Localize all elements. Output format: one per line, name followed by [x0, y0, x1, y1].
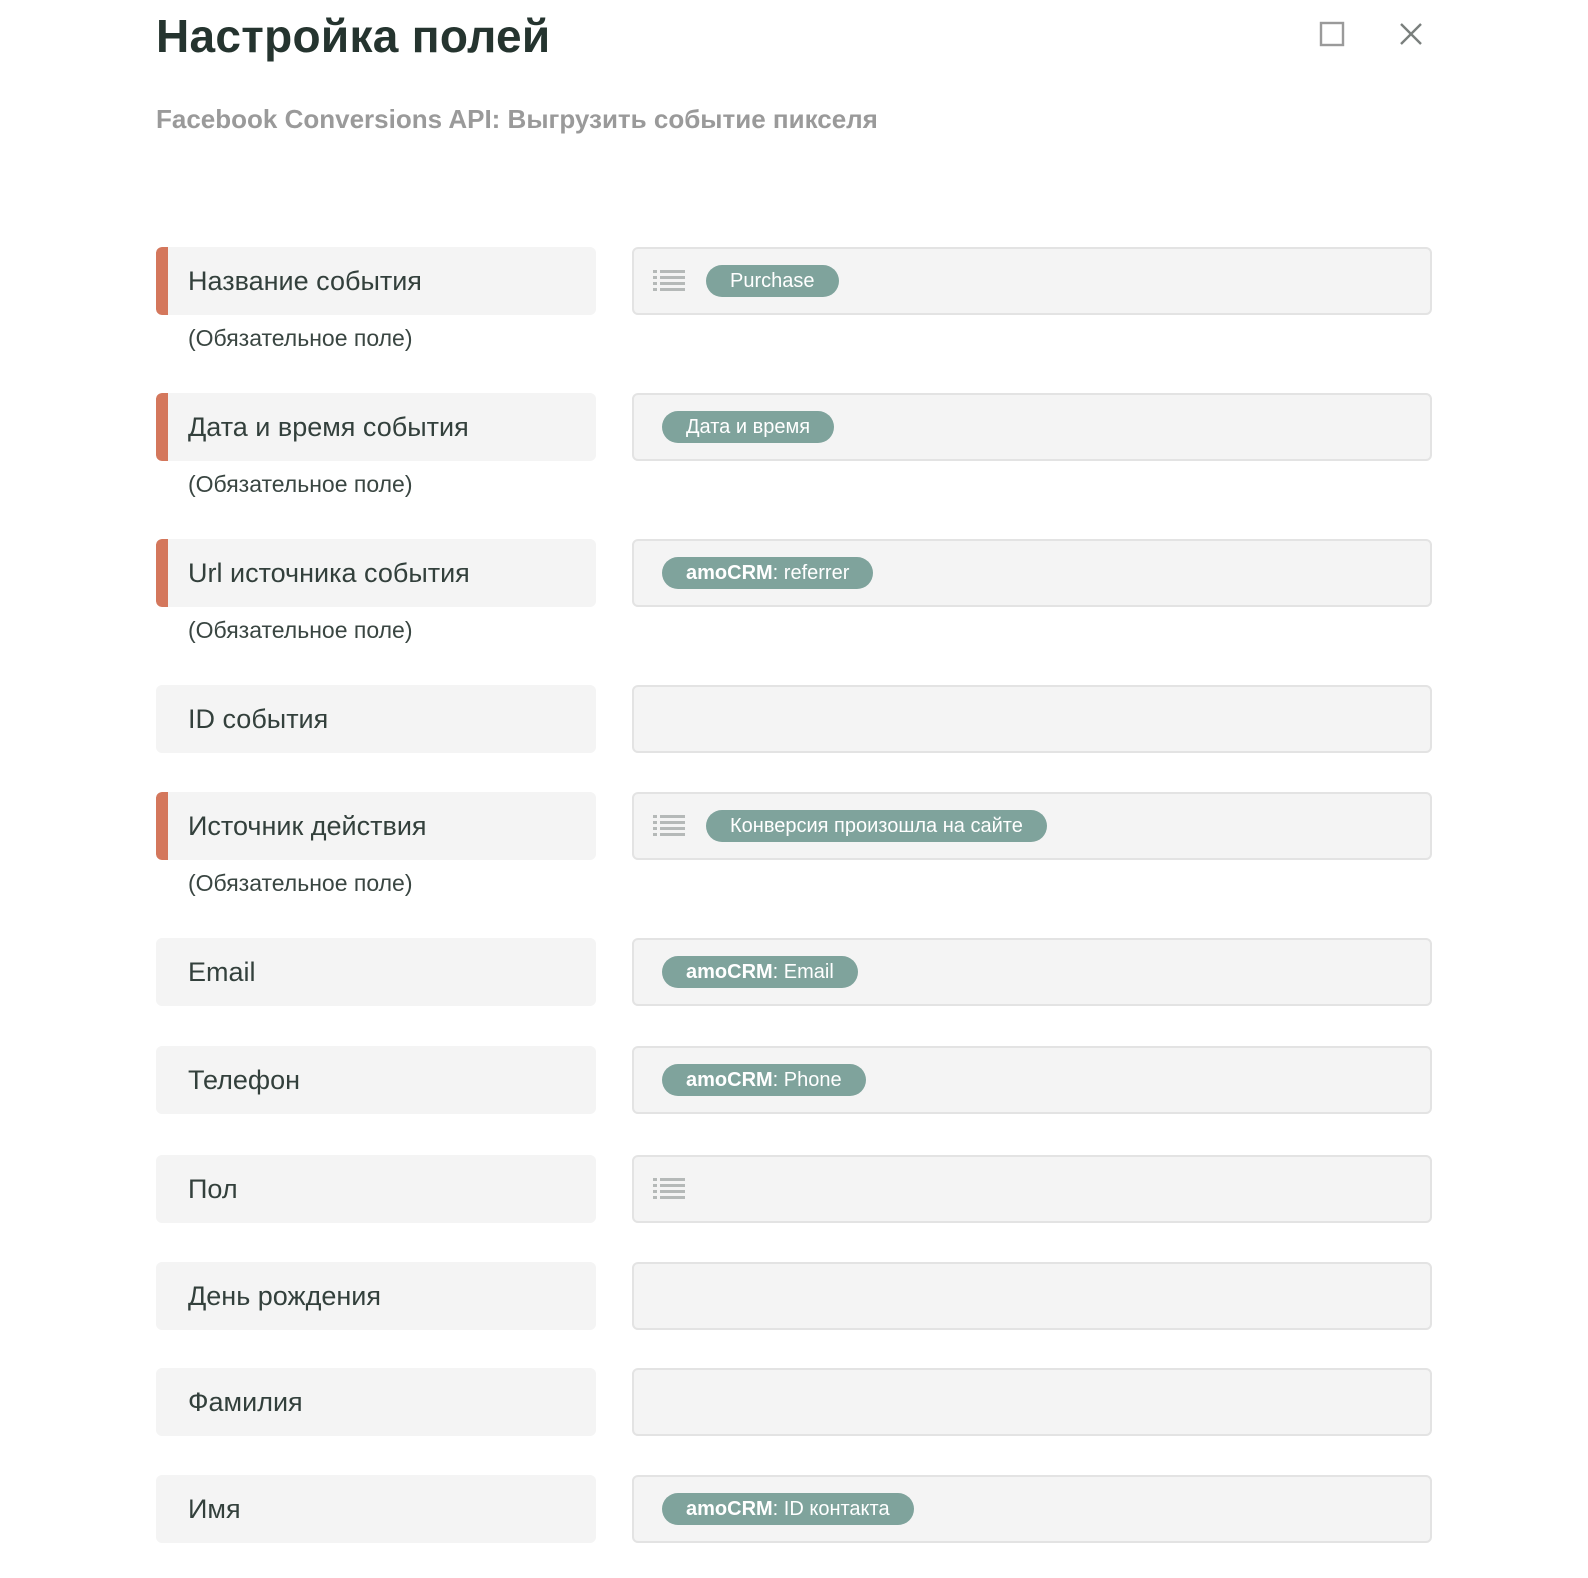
chip-value: Конверсия произошла на сайте	[730, 814, 1023, 837]
chip-separator: :	[772, 960, 784, 983]
value-chip[interactable]	[706, 810, 1047, 842]
chip-source: amoCRM	[686, 1068, 773, 1091]
chip-separator: :	[772, 1497, 784, 1520]
value-chip[interactable]	[662, 557, 873, 589]
field-label-text: День рождения	[188, 1280, 381, 1311]
value-chip[interactable]	[662, 956, 858, 988]
field-value-input[interactable]	[632, 1475, 1432, 1543]
value-chip[interactable]	[706, 265, 839, 297]
list-toggle[interactable]	[652, 267, 686, 295]
chip-source: amoCRM	[686, 960, 773, 983]
maximize-icon	[1319, 21, 1345, 47]
field-label-text: Пол	[188, 1173, 238, 1204]
field-label	[156, 1046, 596, 1114]
field-value-input[interactable]	[632, 938, 1432, 1006]
field-label-text: Источник действия	[188, 810, 427, 841]
field-value-input[interactable]	[632, 1368, 1432, 1436]
chip-separator: :	[772, 561, 784, 584]
close-button[interactable]	[1393, 16, 1429, 52]
list-icon	[653, 268, 685, 294]
chip-value: Purchase	[730, 269, 815, 292]
field-label-text: Фамилия	[188, 1386, 303, 1417]
field-label	[156, 685, 596, 753]
chip-value: Дата и время	[686, 415, 811, 438]
field-label	[156, 938, 596, 1006]
required-note: (Обязательное поле)	[188, 617, 413, 643]
chip-source: amoCRM	[686, 1497, 773, 1520]
field-label-text: Url источника события	[188, 557, 470, 588]
field-label	[156, 1475, 596, 1543]
list-toggle[interactable]	[652, 812, 686, 840]
page-title: Настройка полей	[156, 10, 551, 62]
chip-separator: :	[772, 1068, 784, 1091]
field-value-input[interactable]	[632, 685, 1432, 753]
field-value-input[interactable]	[632, 393, 1432, 461]
chip-value: Email	[783, 960, 834, 983]
field-label	[156, 539, 596, 607]
field-label-text: ID события	[188, 703, 329, 734]
chip-value: ID контакта	[783, 1497, 890, 1520]
list-icon	[653, 1176, 685, 1202]
list-icon	[653, 813, 685, 839]
field-label	[156, 1368, 596, 1436]
field-label-text: Название события	[188, 265, 422, 296]
value-chip[interactable]	[662, 411, 834, 443]
field-label	[156, 792, 596, 860]
field-value-input[interactable]	[632, 247, 1432, 315]
chip-value: Phone	[783, 1068, 842, 1091]
value-chip[interactable]	[662, 1064, 866, 1096]
field-value-input[interactable]	[632, 539, 1432, 607]
field-label-text: Email	[188, 956, 256, 987]
chip-value: referrer	[783, 561, 850, 584]
field-value-input[interactable]	[632, 1046, 1432, 1114]
field-value-input[interactable]	[632, 1262, 1432, 1330]
field-label-text: Телефон	[188, 1064, 301, 1095]
required-note: (Обязательное поле)	[188, 870, 413, 896]
value-chip[interactable]	[662, 1493, 914, 1525]
field-label-text: Имя	[188, 1493, 241, 1524]
chip-source: amoCRM	[686, 561, 773, 584]
list-toggle[interactable]	[652, 1175, 686, 1203]
field-label	[156, 393, 596, 461]
maximize-button[interactable]	[1314, 16, 1350, 52]
field-label-text: Дата и время события	[188, 411, 469, 442]
required-note: (Обязательное поле)	[188, 471, 413, 497]
page-subtitle: Facebook Conversions API: Выгрузить событие пикселя	[156, 104, 878, 134]
field-value-input[interactable]	[632, 792, 1432, 860]
field-value-input[interactable]	[632, 1155, 1432, 1223]
field-label	[156, 247, 596, 315]
field-label	[156, 1155, 596, 1223]
required-note: (Обязательное поле)	[188, 325, 413, 351]
close-icon	[1398, 21, 1424, 47]
field-label	[156, 1262, 596, 1330]
